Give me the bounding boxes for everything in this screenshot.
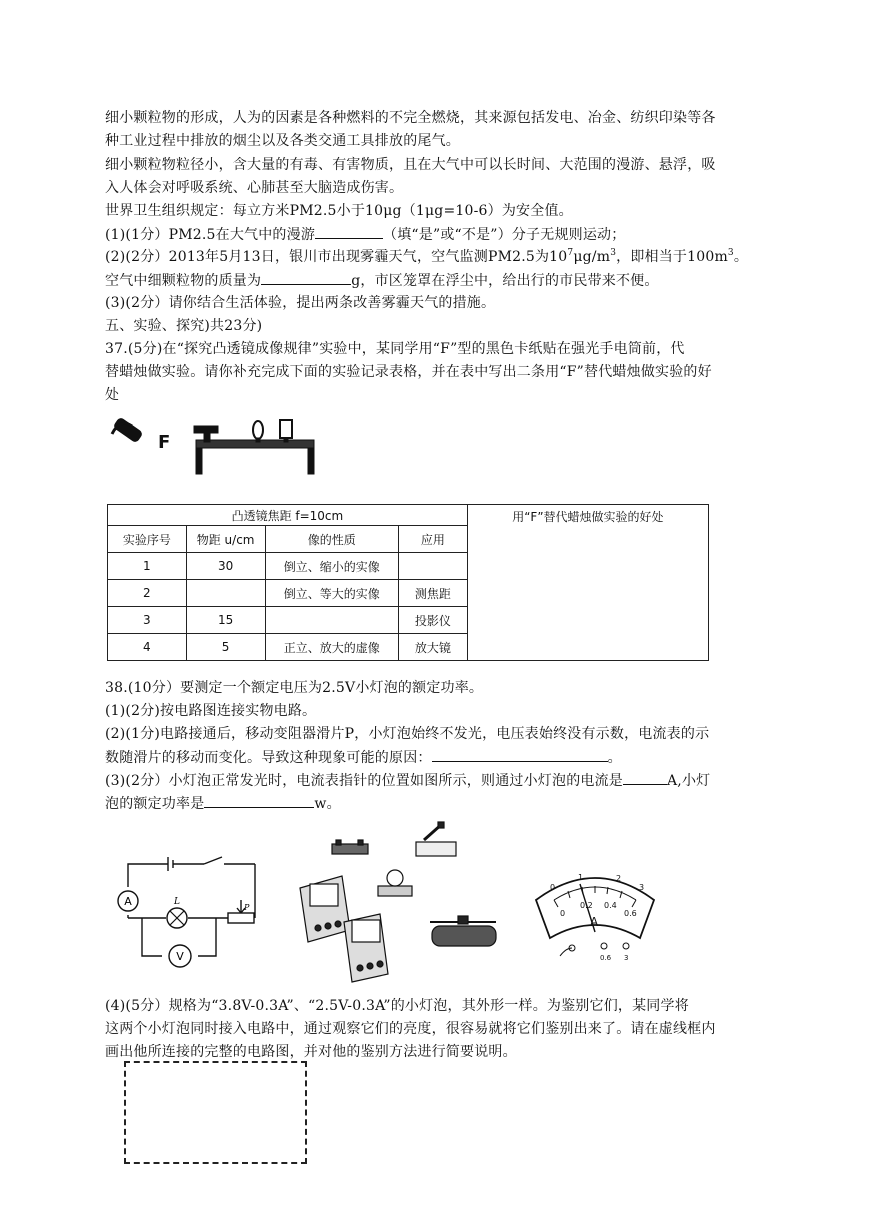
q36-item1-text: (1)(1分）PM2.5在大气中的漫游 xyxy=(105,227,316,243)
ammeter-dial xyxy=(530,860,660,970)
header-cell: 物距 u/cm xyxy=(186,526,265,553)
tick-label: 2 xyxy=(616,874,622,883)
tick-label: 0 xyxy=(560,909,566,918)
table-title: 凸透镜焦距 f=10cm xyxy=(108,505,468,526)
q38-line: 38.(10分）要测定一个额定电压为2.5V小灯泡的额定功率。 xyxy=(105,680,484,696)
punctuation: 。 xyxy=(607,750,622,766)
table-cell: 1 xyxy=(108,553,187,580)
advantages-cell[interactable] xyxy=(467,505,708,661)
table-cell: 3 xyxy=(108,607,187,634)
table-cell: 30 xyxy=(186,553,265,580)
table-cell-blank[interactable] xyxy=(399,553,468,580)
q37-line: 37.(5分)在“探究凸透镜成像规律”实验中，某同学用“F”型的黑色卡纸贴在强光手电筒前，代 xyxy=(105,341,685,357)
slider-label: P xyxy=(244,903,250,912)
q38-item3b xyxy=(105,793,341,814)
tick-label: 0 xyxy=(550,883,556,892)
exponent: 7 xyxy=(567,248,574,258)
q38-line: 画出他所连接的完整的电路图，并对他的鉴别方法进行简要说明。 xyxy=(105,1044,517,1060)
header-cell: 实验序号 xyxy=(108,526,187,553)
table-cell: 投影仪 xyxy=(399,607,468,634)
table-cell: 倒立、缩小的实像 xyxy=(265,553,399,580)
q38-line: (4)(5分）规格为“3.8V-0.3A”、“2.5V-0.3A”的小灯泡，其外形一样。为鉴别它们，某同学将 xyxy=(105,998,689,1014)
table-cell: 5 xyxy=(186,634,265,661)
q36-item2-tail: ，即相当于100m xyxy=(616,249,728,265)
q36-item2b xyxy=(105,270,659,291)
paragraph-line: 入人体会对呼吸系统、心肺甚至大脑造成伤害。 xyxy=(105,180,404,196)
rheostat-icon xyxy=(432,926,496,946)
answer-blank[interactable] xyxy=(261,270,351,285)
q38-line: (1)(2分)按电路图连接实物电路。 xyxy=(105,703,317,719)
header-cell: 像的性质 xyxy=(265,526,399,553)
q38-item3b-tail: w。 xyxy=(314,796,341,812)
table-cell: 倒立、等大的实像 xyxy=(265,580,399,607)
q36-item1 xyxy=(105,224,625,245)
table-cell: 2 xyxy=(108,580,187,607)
q38-item3a xyxy=(105,770,710,791)
circuit-diagram xyxy=(112,852,272,970)
q36-item3: (3)(2分）请你结合生活体验，提出两条改善雾霾天气的措施。 xyxy=(105,295,496,311)
punctuation: 。 xyxy=(733,249,749,265)
q38-item3a-text: (3)(2分）小灯泡正常发光时，电流表指针的位置如图所示，则通过小灯泡的电流是 xyxy=(105,773,623,789)
lamp-label: L xyxy=(174,897,180,907)
lamp-holder-icon xyxy=(378,886,412,896)
tick-label: 0.4 xyxy=(604,901,617,910)
flashlight-icon xyxy=(113,417,143,443)
table-cell: 15 xyxy=(186,607,265,634)
switch-icon xyxy=(416,842,456,856)
q38-item3b-text: 泡的额定功率是 xyxy=(105,796,205,812)
voltmeter-label: V xyxy=(176,950,184,963)
tick-label: 1 xyxy=(578,873,584,882)
q36-item2b-tail: g，市区笼罩在浮尘中，给出行的市民带来不便。 xyxy=(351,273,659,289)
paragraph-line: 细小颗粒物粒径小，含大量的有毒、有害物质，且在大气中可以长时间、大范围的漫游、悬浮，吸 xyxy=(105,157,716,173)
unit-text: μg/m xyxy=(573,249,611,265)
exponent: 3 xyxy=(610,248,617,258)
table-cell-blank[interactable] xyxy=(265,607,399,634)
components-figure xyxy=(290,818,520,983)
switch-icon xyxy=(204,857,222,864)
q38-item2b xyxy=(105,747,622,768)
answer-blank[interactable] xyxy=(204,793,314,808)
paragraph-line: 种工业过程中排放的烟尘以及各类交通工具排放的尾气。 xyxy=(105,133,460,149)
terminal-label: 0.6 xyxy=(600,954,612,962)
terminal-icon xyxy=(601,943,607,949)
f-letter: F xyxy=(158,432,171,453)
answer-blank[interactable] xyxy=(623,770,667,785)
advantages-header: 用“F”替代蜡烛做实验的好处 xyxy=(512,510,664,524)
q36-item2b-text: 空气中细颗粒物的质量为 xyxy=(105,273,262,289)
q38-item2b-text: 数随滑片的移动而变化。导致这种现象可能的原因： xyxy=(105,750,432,766)
q37-line: 替蜡烛做实验。请你补充完成下面的实验记录表格，并在表中写出二条用“F”替代蜡烛做实验的好 xyxy=(105,364,712,380)
answer-blank[interactable] xyxy=(432,747,608,762)
answer-blank[interactable] xyxy=(315,224,383,239)
lens-icon xyxy=(253,421,263,439)
table-cell-blank[interactable] xyxy=(186,580,265,607)
tick-label: 0.6 xyxy=(624,909,637,918)
drawing-area-box[interactable] xyxy=(124,1061,307,1164)
table-cell: 放大镜 xyxy=(399,634,468,661)
table-cell: 测焦距 xyxy=(399,580,468,607)
header-cell: 应用 xyxy=(399,526,468,553)
ammeter-label: A xyxy=(124,895,132,908)
q38-line: (2)(1分)电路接通后，移动变阻器滑片P，小灯泡始终不发光，电压表始终没有示数，电流表的示 xyxy=(105,726,710,742)
q36-item1-tail: （填“是”或“不是”）分子无规则运动； xyxy=(383,227,626,243)
tick-label: 0.2 xyxy=(580,901,593,910)
terminal-label: 3 xyxy=(624,954,629,962)
q36-item2-text: (2)(2分）2013年5月13日，银川市出现雾霾天气，空气监测PM2.5为10 xyxy=(105,249,568,265)
table-cell: 4 xyxy=(108,634,187,661)
unit-label: A xyxy=(590,915,599,929)
q38-line: 这两个小灯泡同时接入电路中，通过观察它们的亮度，很容易就将它们鉴别出来了。请在虚线框内 xyxy=(105,1021,716,1037)
q37-line: 处 xyxy=(105,387,120,403)
paragraph-line: 细小颗粒物的形成，人为的因素是各种燃料的不完全燃烧，其来源包括发电、冶金、纺织印染等各 xyxy=(105,110,716,126)
paragraph-line: 世界卫生组织规定：每立方米PM2.5小于10μg（1μg=10-6）为安全值。 xyxy=(105,203,573,219)
experiment-table xyxy=(107,504,709,661)
tick-label: 3 xyxy=(639,883,645,892)
q38-item3a-tail: A,小灯 xyxy=(667,773,711,789)
exponent: 3 xyxy=(727,248,734,258)
screen-icon xyxy=(280,420,292,438)
optical-bench-figure xyxy=(108,412,328,482)
table-cell: 正立、放大的虚像 xyxy=(265,634,399,661)
q36-item2 xyxy=(105,247,748,267)
terminal-icon xyxy=(623,943,629,949)
section-heading: 五、实验、探究)共23分) xyxy=(105,318,263,334)
